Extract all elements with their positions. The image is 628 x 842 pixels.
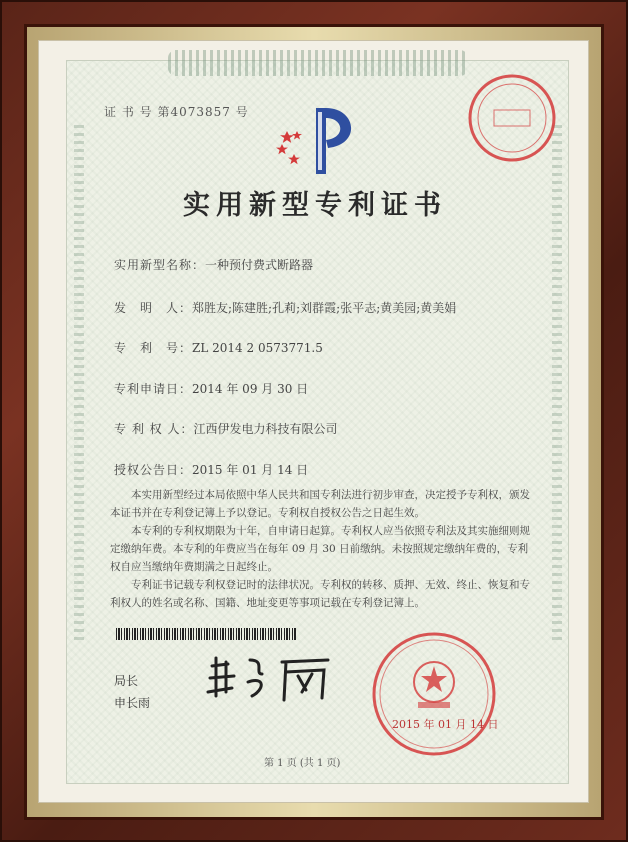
field-patent-number: [114, 339, 323, 356]
director-name: 申长雨: [114, 696, 151, 710]
sipo-logo: [276, 104, 366, 180]
field-patentee: [114, 420, 337, 437]
field-value: 郑胜友;陈建胜;孔莉;刘群霞;张平志;黄美园;黄美娟: [192, 301, 457, 315]
field-label: 专 利 号：: [114, 341, 193, 355]
field-value: 江西伊发电力科技有限公司: [193, 422, 338, 436]
page-number: 第 1 页 (共 1 页): [264, 758, 341, 769]
right-ornament: [552, 120, 562, 640]
notice-paragraph: 专利证书记载专利权登记时的法律状况。专利权的转移、质押、无效、终止、恢复和专利权人的姓名或名称、国籍、地址变更等事项记载在专利登记簿上。: [110, 579, 530, 609]
barcode: [116, 628, 296, 640]
top-ornament: [168, 50, 468, 76]
field-grant-date: [114, 461, 308, 478]
field-label: 授权公告日：: [114, 463, 193, 477]
field-utility-model-name: [114, 256, 313, 273]
left-ornament: [74, 120, 84, 640]
field-application-date: [114, 380, 308, 397]
agency-stamp: [466, 72, 558, 164]
field-label: 专利申请日：: [114, 382, 193, 396]
official-seal: [370, 630, 498, 758]
director-signature: [206, 652, 334, 704]
field-inventors: [114, 299, 456, 316]
field-value: 一种预付费式断路器: [205, 258, 314, 272]
notice-paragraph: 本实用新型经过本局依照中华人民共和国专利法进行初步审查，决定授予专利权，颁发本证书并在专利登记簿上予以登记。专利权自授权公告之日起生效。: [110, 489, 530, 519]
certificate-number: 证 书 号 第4073857 号: [104, 105, 249, 119]
director-title: 局长: [114, 674, 139, 688]
notice-paragraph: 本专利的专利权期限为十年，自申请日起算。专利权人应当依照专利法及其实施细则规定缴纳年费。本专利的年费应当在每年 09 月 30 日前缴纳。未按照规定缴纳年费的，专利权自应当缴纳年费期满之日起终止。: [110, 525, 530, 573]
field-value: ZL 2014 2 0573771.5: [192, 341, 323, 355]
field-label: 实用新型名称：: [114, 258, 206, 272]
field-label: 专 利 权 人：: [114, 422, 194, 436]
field-label: 发 明 人：: [114, 301, 193, 315]
seal-date: 2015 年 01 月 14 日: [392, 718, 499, 731]
field-value: 2015 年 01 月 14 日: [192, 463, 309, 477]
certificate-title: 实用新型专利证书: [183, 190, 447, 221]
field-value: 2014 年 09 月 30 日: [192, 382, 309, 396]
